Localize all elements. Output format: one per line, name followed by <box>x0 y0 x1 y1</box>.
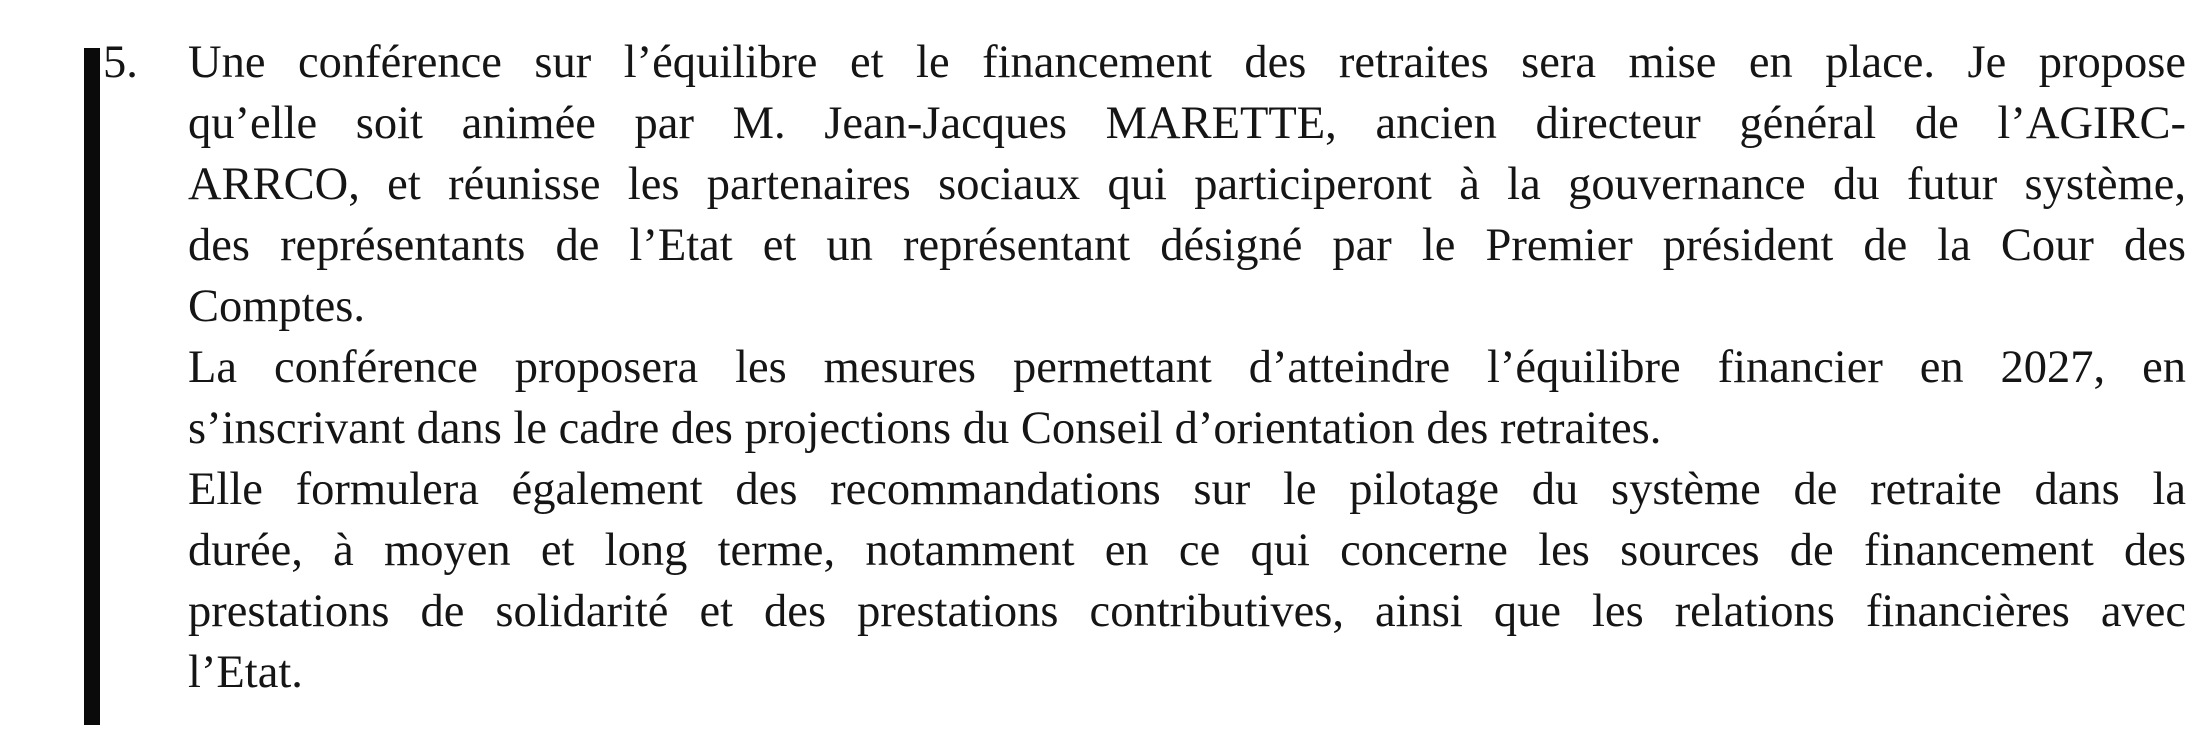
text-line: ARRCO, et réunisse les partenaires sociaux qui participeront à la gouvernance du futur système, <box>188 159 2186 210</box>
item-number: 5. <box>103 37 138 88</box>
numbered-item <box>103 32 2186 703</box>
text-line: l’Etat. <box>188 647 303 698</box>
text-line: prestations de solidarité et des prestations contributives, ainsi que les relations financières avec <box>188 586 2186 637</box>
paragraph-conference-setup <box>188 32 2186 337</box>
text-line: Elle formulera également des recommandations sur le pilotage du système de retraite dans la <box>188 464 2186 515</box>
text-line: La conférence proposera les mesures permettant d’atteindre l’équilibre financier en 2027, en <box>188 342 2186 393</box>
text-line: Comptes. <box>188 281 365 332</box>
paragraph-conference-recommendations <box>188 459 2186 703</box>
paragraph-conference-measures <box>188 337 2186 459</box>
text-line: Une conférence sur l’équilibre et le financement des retraites sera mise en place. Je propose <box>188 37 2186 88</box>
text-line: des représentants de l’Etat et un représentant désigné par le Premier président de la Cour des <box>188 220 2186 271</box>
text-line: s’inscrivant dans le cadre des projections du Conseil d’orientation des retraites. <box>188 403 1662 454</box>
margin-change-bar <box>84 48 100 725</box>
text-line: qu’elle soit animée par M. Jean-Jacques MARETTE, ancien directeur général de l’AGIRC- <box>188 98 2186 149</box>
text-line: durée, à moyen et long terme, notamment en ce qui concerne les sources de financement des <box>188 525 2186 576</box>
document-body <box>103 32 2186 703</box>
